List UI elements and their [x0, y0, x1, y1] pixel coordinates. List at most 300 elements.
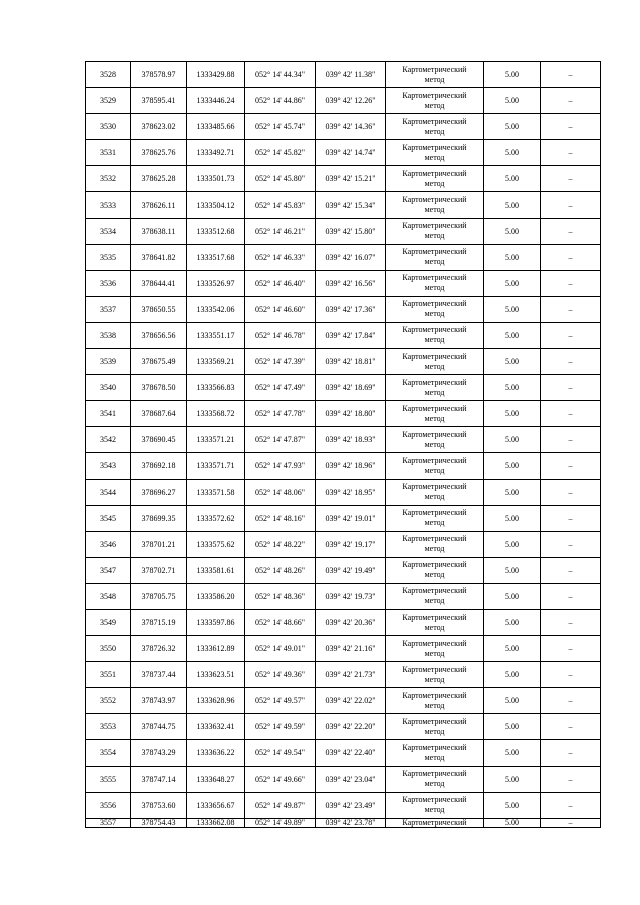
y-coordinate-cell: 1333566.83 [187, 375, 245, 401]
method-line-1: Картометрический [402, 116, 467, 126]
method-line-1: Картометрический [402, 664, 467, 674]
accuracy-cell: 5.00 [484, 479, 541, 505]
note-cell: – [541, 818, 601, 827]
y-coordinate-cell: 1333571.21 [187, 427, 245, 453]
point-number-cell: 3546 [86, 531, 131, 557]
note-cell: – [541, 427, 601, 453]
note-cell: – [541, 531, 601, 557]
point-number-cell: 3538 [86, 322, 131, 348]
note-cell: – [541, 62, 601, 88]
point-number-cell: 3550 [86, 636, 131, 662]
method-line-2: метод [424, 100, 445, 110]
note-cell: – [541, 88, 601, 114]
latitude-cell: 052° 14' 45.80" [245, 166, 316, 192]
accuracy-cell: 5.00 [484, 818, 541, 827]
method-line-2: метод [424, 518, 445, 528]
y-coordinate-cell: 1333572.62 [187, 505, 245, 531]
point-number-cell: 3535 [86, 244, 131, 270]
latitude-cell: 052° 14' 49.54" [245, 740, 316, 766]
method-line-2: метод [424, 126, 445, 136]
table-row [86, 375, 601, 401]
table-row [86, 140, 601, 166]
accuracy-cell: 5.00 [484, 244, 541, 270]
x-coordinate-cell: 378699.35 [131, 505, 187, 531]
table-row [86, 62, 601, 88]
method-cell [386, 818, 484, 827]
x-coordinate-cell: 378702.71 [131, 557, 187, 583]
table-row [86, 218, 601, 244]
method-line-1: Картометрический [402, 247, 467, 257]
table-row [86, 505, 601, 531]
point-number-cell: 3534 [86, 218, 131, 244]
point-number-cell: 3541 [86, 401, 131, 427]
method-cell [386, 296, 484, 322]
x-coordinate-cell: 378623.02 [131, 114, 187, 140]
method-cell [386, 244, 484, 270]
latitude-cell: 052° 14' 46.40" [245, 270, 316, 296]
method-line-1: Картометрический [402, 221, 467, 231]
accuracy-cell: 5.00 [484, 792, 541, 818]
y-coordinate-cell: 1333623.51 [187, 662, 245, 688]
latitude-cell: 052° 14' 48.16" [245, 505, 316, 531]
table-row [86, 531, 601, 557]
point-number-cell: 3553 [86, 714, 131, 740]
y-coordinate-cell: 1333662.08 [187, 818, 245, 827]
y-coordinate-cell: 1333446.24 [187, 88, 245, 114]
y-coordinate-cell: 1333648.27 [187, 766, 245, 792]
latitude-cell: 052° 14' 49.66" [245, 766, 316, 792]
point-number-cell: 3537 [86, 296, 131, 322]
y-coordinate-cell: 1333485.66 [187, 114, 245, 140]
method-cell [386, 531, 484, 557]
latitude-cell: 052° 14' 46.33" [245, 244, 316, 270]
y-coordinate-cell: 1333575.62 [187, 531, 245, 557]
accuracy-cell: 5.00 [484, 688, 541, 714]
accuracy-cell: 5.00 [484, 140, 541, 166]
longitude-cell: 039° 42' 23.49" [316, 792, 386, 818]
point-number-cell: 3536 [86, 270, 131, 296]
point-number-cell: 3557 [86, 818, 131, 827]
note-cell: – [541, 766, 601, 792]
note-cell: – [541, 583, 601, 609]
method-cell [386, 453, 484, 479]
x-coordinate-cell: 378625.28 [131, 166, 187, 192]
latitude-cell: 052° 14' 47.87" [245, 427, 316, 453]
method-line-2: метод [424, 74, 445, 84]
longitude-cell: 039° 42' 22.40" [316, 740, 386, 766]
method-line-2: метод [424, 674, 445, 684]
point-number-cell: 3548 [86, 583, 131, 609]
y-coordinate-cell: 1333597.86 [187, 609, 245, 635]
note-cell: – [541, 401, 601, 427]
latitude-cell: 052° 14' 45.83" [245, 192, 316, 218]
x-coordinate-cell: 378743.29 [131, 740, 187, 766]
latitude-cell: 052° 14' 49.57" [245, 688, 316, 714]
longitude-cell: 039° 42' 23.78" [316, 818, 386, 827]
point-number-cell: 3533 [86, 192, 131, 218]
accuracy-cell: 5.00 [484, 218, 541, 244]
latitude-cell: 052° 14' 45.82" [245, 140, 316, 166]
longitude-cell: 039° 42' 19.01" [316, 505, 386, 531]
point-number-cell: 3551 [86, 662, 131, 688]
accuracy-cell: 5.00 [484, 609, 541, 635]
longitude-cell: 039° 42' 12.26" [316, 88, 386, 114]
method-cell [386, 714, 484, 740]
x-coordinate-cell: 378754.43 [131, 818, 187, 827]
longitude-cell: 039° 42' 16.56" [316, 270, 386, 296]
note-cell: – [541, 322, 601, 348]
longitude-cell: 039° 42' 15.80" [316, 218, 386, 244]
coordinates-table [85, 61, 601, 828]
accuracy-cell: 5.00 [484, 583, 541, 609]
longitude-cell: 039° 42' 21.73" [316, 662, 386, 688]
x-coordinate-cell: 378744.75 [131, 714, 187, 740]
method-cell [386, 114, 484, 140]
table-row [86, 427, 601, 453]
method-cell [386, 688, 484, 714]
longitude-cell: 039° 42' 23.04" [316, 766, 386, 792]
method-cell [386, 505, 484, 531]
method-cell [386, 322, 484, 348]
table-row [86, 401, 601, 427]
x-coordinate-cell: 378690.45 [131, 427, 187, 453]
table-row [86, 270, 601, 296]
point-number-cell: 3543 [86, 453, 131, 479]
method-line-2: метод [424, 335, 445, 345]
table-row [86, 166, 601, 192]
table-row [86, 636, 601, 662]
table-row [86, 349, 601, 375]
accuracy-cell: 5.00 [484, 766, 541, 792]
accuracy-cell: 5.00 [484, 88, 541, 114]
latitude-cell: 052° 14' 48.66" [245, 609, 316, 635]
method-line-1: Картометрический [402, 142, 467, 152]
x-coordinate-cell: 378675.49 [131, 349, 187, 375]
accuracy-cell: 5.00 [484, 296, 541, 322]
method-line-2: метод [424, 648, 445, 658]
method-line-1: Картометрический [402, 769, 467, 779]
method-line-2: метод [424, 752, 445, 762]
table-row [86, 244, 601, 270]
point-number-cell: 3549 [86, 609, 131, 635]
method-line-2: метод [424, 596, 445, 606]
point-number-cell: 3556 [86, 792, 131, 818]
method-line-1: Картометрический [402, 377, 467, 387]
x-coordinate-cell: 378705.75 [131, 583, 187, 609]
y-coordinate-cell: 1333581.61 [187, 557, 245, 583]
method-cell [386, 636, 484, 662]
method-cell [386, 609, 484, 635]
point-number-cell: 3552 [86, 688, 131, 714]
method-line-1: Картометрический [402, 742, 467, 752]
method-cell [386, 557, 484, 583]
accuracy-cell: 5.00 [484, 192, 541, 218]
note-cell: – [541, 166, 601, 192]
method-line-2: метод [424, 779, 445, 789]
latitude-cell: 052° 14' 49.01" [245, 636, 316, 662]
method-line-1: Картометрический [402, 325, 467, 335]
method-line-1: Картометрический [402, 455, 467, 465]
longitude-cell: 039° 42' 15.21" [316, 166, 386, 192]
note-cell: – [541, 218, 601, 244]
method-cell [386, 662, 484, 688]
table-row [86, 583, 601, 609]
method-cell [386, 192, 484, 218]
latitude-cell: 052° 14' 49.36" [245, 662, 316, 688]
table-row [86, 766, 601, 792]
x-coordinate-cell: 378715.19 [131, 609, 187, 635]
accuracy-cell: 5.00 [484, 401, 541, 427]
note-cell: – [541, 688, 601, 714]
method-line-2: метод [424, 492, 445, 502]
longitude-cell: 039° 42' 11.38" [316, 62, 386, 88]
method-line-2: метод [424, 465, 445, 475]
y-coordinate-cell: 1333517.68 [187, 244, 245, 270]
method-line-2: метод [424, 700, 445, 710]
method-line-1: Картометрический [402, 586, 467, 596]
point-number-cell: 3544 [86, 479, 131, 505]
y-coordinate-cell: 1333636.22 [187, 740, 245, 766]
latitude-cell: 052° 14' 48.06" [245, 479, 316, 505]
method-line-1: Картометрический [402, 508, 467, 518]
y-coordinate-cell: 1333501.73 [187, 166, 245, 192]
method-line-2: метод [424, 413, 445, 423]
note-cell: – [541, 792, 601, 818]
accuracy-cell: 5.00 [484, 349, 541, 375]
x-coordinate-cell: 378701.21 [131, 531, 187, 557]
latitude-cell: 052° 14' 47.78" [245, 401, 316, 427]
x-coordinate-cell: 378737.44 [131, 662, 187, 688]
accuracy-cell: 5.00 [484, 740, 541, 766]
y-coordinate-cell: 1333569.21 [187, 349, 245, 375]
latitude-cell: 052° 14' 48.22" [245, 531, 316, 557]
longitude-cell: 039° 42' 17.36" [316, 296, 386, 322]
accuracy-cell: 5.00 [484, 375, 541, 401]
note-cell: – [541, 140, 601, 166]
longitude-cell: 039° 42' 15.34" [316, 192, 386, 218]
y-coordinate-cell: 1333492.71 [187, 140, 245, 166]
note-cell: – [541, 714, 601, 740]
y-coordinate-cell: 1333526.97 [187, 270, 245, 296]
method-line-2: метод [424, 570, 445, 580]
point-number-cell: 3540 [86, 375, 131, 401]
table-body [86, 62, 601, 828]
method-line-1: Картометрический [402, 299, 467, 309]
x-coordinate-cell: 378656.56 [131, 322, 187, 348]
method-line-2: метод [424, 544, 445, 554]
latitude-cell: 052° 14' 44.34" [245, 62, 316, 88]
accuracy-cell: 5.00 [484, 636, 541, 662]
method-line-1: Картометрический [402, 273, 467, 283]
x-coordinate-cell: 378644.41 [131, 270, 187, 296]
longitude-cell: 039° 42' 19.17" [316, 531, 386, 557]
accuracy-cell: 5.00 [484, 322, 541, 348]
note-cell: – [541, 453, 601, 479]
method-line-1: Картометрический [402, 690, 467, 700]
point-number-cell: 3528 [86, 62, 131, 88]
longitude-cell: 039° 42' 19.73" [316, 583, 386, 609]
table-row [86, 88, 601, 114]
point-number-cell: 3554 [86, 740, 131, 766]
x-coordinate-cell: 378578.97 [131, 62, 187, 88]
note-cell: – [541, 192, 601, 218]
method-line-2: метод [424, 152, 445, 162]
method-line-2: метод [424, 439, 445, 449]
method-line-2: метод [424, 726, 445, 736]
table-row [86, 662, 601, 688]
longitude-cell: 039° 42' 16.07" [316, 244, 386, 270]
note-cell: – [541, 270, 601, 296]
method-line-2: метод [424, 257, 445, 267]
method-line-2: метод [424, 231, 445, 241]
longitude-cell: 039° 42' 19.49" [316, 557, 386, 583]
point-number-cell: 3539 [86, 349, 131, 375]
x-coordinate-cell: 378678.50 [131, 375, 187, 401]
method-line-1: Картометрический [402, 482, 467, 492]
x-coordinate-cell: 378692.18 [131, 453, 187, 479]
method-line-1: Картометрический [402, 195, 467, 205]
note-cell: – [541, 244, 601, 270]
method-line-1: Картометрический [402, 638, 467, 648]
method-line-2: метод [424, 178, 445, 188]
method-line-2: метод [424, 387, 445, 397]
table-row [86, 322, 601, 348]
latitude-cell: 052° 14' 46.60" [245, 296, 316, 322]
y-coordinate-cell: 1333429.88 [187, 62, 245, 88]
x-coordinate-cell: 378595.41 [131, 88, 187, 114]
accuracy-cell: 5.00 [484, 453, 541, 479]
x-coordinate-cell: 378696.27 [131, 479, 187, 505]
table-row [86, 792, 601, 818]
method-cell [386, 766, 484, 792]
table-row [86, 818, 601, 827]
latitude-cell: 052° 14' 48.36" [245, 583, 316, 609]
table-row [86, 714, 601, 740]
latitude-cell: 052° 14' 48.26" [245, 557, 316, 583]
method-line-1: Картометрический [402, 534, 467, 544]
y-coordinate-cell: 1333571.71 [187, 453, 245, 479]
point-number-cell: 3555 [86, 766, 131, 792]
y-coordinate-cell: 1333628.96 [187, 688, 245, 714]
longitude-cell: 039° 42' 18.80" [316, 401, 386, 427]
longitude-cell: 039° 42' 14.36" [316, 114, 386, 140]
note-cell: – [541, 479, 601, 505]
point-number-cell: 3542 [86, 427, 131, 453]
method-line-2: метод [424, 309, 445, 319]
accuracy-cell: 5.00 [484, 531, 541, 557]
y-coordinate-cell: 1333512.68 [187, 218, 245, 244]
x-coordinate-cell: 378625.76 [131, 140, 187, 166]
method-cell [386, 140, 484, 166]
accuracy-cell: 5.00 [484, 714, 541, 740]
latitude-cell: 052° 14' 44.86" [245, 88, 316, 114]
y-coordinate-cell: 1333656.67 [187, 792, 245, 818]
longitude-cell: 039° 42' 18.93" [316, 427, 386, 453]
x-coordinate-cell: 378753.60 [131, 792, 187, 818]
latitude-cell: 052° 14' 47.39" [245, 349, 316, 375]
point-number-cell: 3547 [86, 557, 131, 583]
latitude-cell: 052° 14' 49.59" [245, 714, 316, 740]
note-cell: – [541, 740, 601, 766]
point-number-cell: 3529 [86, 88, 131, 114]
accuracy-cell: 5.00 [484, 166, 541, 192]
table-row [86, 192, 601, 218]
method-cell [386, 740, 484, 766]
longitude-cell: 039° 42' 22.20" [316, 714, 386, 740]
longitude-cell: 039° 42' 18.95" [316, 479, 386, 505]
accuracy-cell: 5.00 [484, 62, 541, 88]
y-coordinate-cell: 1333542.06 [187, 296, 245, 322]
method-line-1: Картометрический [402, 716, 467, 726]
table-row [86, 609, 601, 635]
note-cell: – [541, 662, 601, 688]
coordinates-table-page [85, 61, 600, 828]
method-line-1: Картометрический [402, 795, 467, 805]
method-line-1: Картометрический [402, 612, 467, 622]
longitude-cell: 039° 42' 18.81" [316, 349, 386, 375]
table-row [86, 740, 601, 766]
note-cell: – [541, 636, 601, 662]
y-coordinate-cell: 1333568.72 [187, 401, 245, 427]
method-line-1: Картометрический [402, 64, 467, 74]
accuracy-cell: 5.00 [484, 557, 541, 583]
latitude-cell: 052° 14' 49.87" [245, 792, 316, 818]
note-cell: – [541, 557, 601, 583]
table-row [86, 557, 601, 583]
latitude-cell: 052° 14' 46.78" [245, 322, 316, 348]
longitude-cell: 039° 42' 22.02" [316, 688, 386, 714]
x-coordinate-cell: 378747.14 [131, 766, 187, 792]
note-cell: – [541, 349, 601, 375]
y-coordinate-cell: 1333571.58 [187, 479, 245, 505]
table-row [86, 688, 601, 714]
method-cell [386, 349, 484, 375]
method-line-1: Картометрический [402, 429, 467, 439]
table-row [86, 453, 601, 479]
method-line-2: метод [424, 805, 445, 815]
method-line-2: метод [424, 205, 445, 215]
latitude-cell: 052° 14' 49.89" [245, 818, 316, 827]
x-coordinate-cell: 378626.11 [131, 192, 187, 218]
method-line-1: Картометрический [402, 403, 467, 413]
longitude-cell: 039° 42' 14.74" [316, 140, 386, 166]
note-cell: – [541, 505, 601, 531]
point-number-cell: 3531 [86, 140, 131, 166]
table-row [86, 479, 601, 505]
longitude-cell: 039° 42' 20.36" [316, 609, 386, 635]
table-row [86, 114, 601, 140]
method-cell [386, 218, 484, 244]
method-cell [386, 401, 484, 427]
y-coordinate-cell: 1333551.17 [187, 322, 245, 348]
method-cell [386, 88, 484, 114]
latitude-cell: 052° 14' 47.93" [245, 453, 316, 479]
note-cell: – [541, 375, 601, 401]
table-row [86, 296, 601, 322]
longitude-cell: 039° 42' 18.96" [316, 453, 386, 479]
method-cell [386, 479, 484, 505]
method-line-1: Картометрический [402, 168, 467, 178]
method-cell [386, 166, 484, 192]
method-line-1: Картометрический [402, 818, 467, 827]
method-line-1: Картометрический [402, 90, 467, 100]
x-coordinate-cell: 378687.64 [131, 401, 187, 427]
latitude-cell: 052° 14' 46.21" [245, 218, 316, 244]
y-coordinate-cell: 1333612.89 [187, 636, 245, 662]
note-cell: – [541, 296, 601, 322]
method-line-1: Картометрический [402, 560, 467, 570]
y-coordinate-cell: 1333504.12 [187, 192, 245, 218]
